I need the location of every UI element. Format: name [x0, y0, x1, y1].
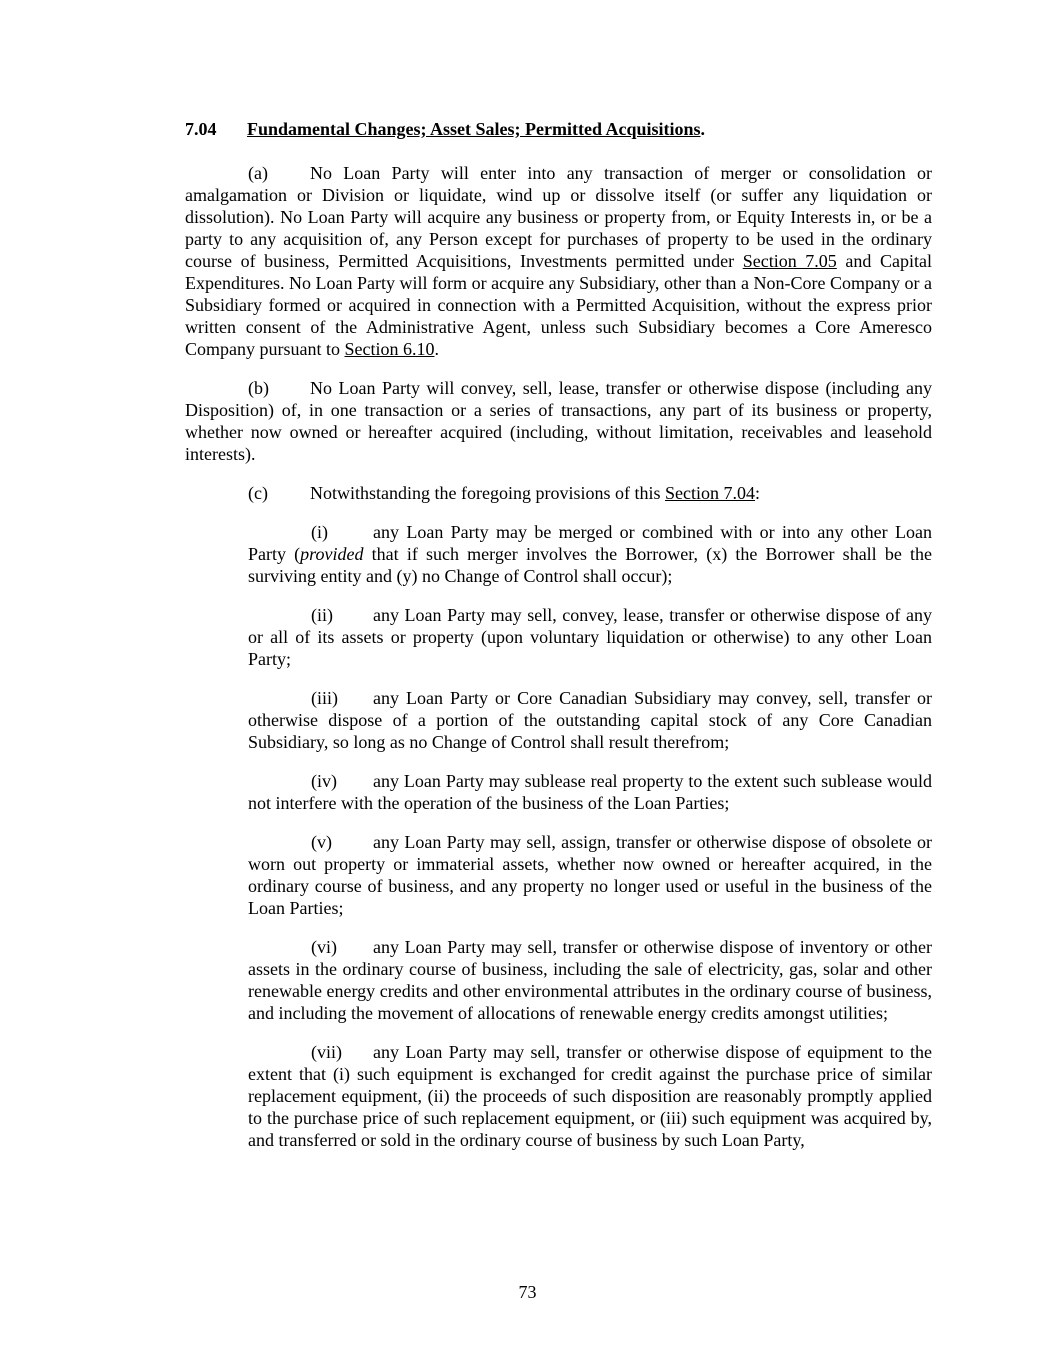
section-7-05-reference: Section 7.05	[742, 251, 837, 271]
clause-iii-text: any Loan Party or Core Canadian Subsidiary may convey, sell, transfer or otherwise dispose of a portion of the outstanding capital stock of any Core Canadian Subsidiary, so long as no Change of Control shall result therefrom;	[248, 688, 932, 752]
paragraph-a-text-2: and Capital Expenditures. No Loan Party will form or acquire any Subsidiary, other than a Non-Core Company or a Subsidiary formed or acquired in connection with a Permitted Acquisition, without the express prior written consent of the Administrative Agent, unless such Subsidiary becomes a Core Ameresco Company pursuant to	[185, 251, 932, 359]
paragraph-c-label: (c)	[248, 483, 268, 503]
paragraph-b-label: (b)	[248, 378, 269, 398]
page-number: 73	[518, 1282, 537, 1302]
clause-v	[248, 831, 932, 919]
clause-vi	[248, 936, 932, 1024]
paragraph-c	[185, 482, 932, 504]
document-body	[185, 118, 932, 1151]
paragraph-c-text-1: Notwithstanding the foregoing provisions of this	[310, 483, 665, 503]
clause-vii	[248, 1041, 932, 1151]
clause-vii-label: (vii)	[311, 1042, 342, 1062]
clause-i-text-1: any Loan Party may be merged or combined with or into any other Loan Party (	[248, 522, 932, 564]
section-6-10-reference: Section 6.10	[344, 339, 435, 359]
clause-vi-text: any Loan Party may sell, transfer or otherwise dispose of inventory or other assets in the ordinary course of business, including the sale of electricity, gas, solar and other renewable energy credits and other environmental attributes in the ordinary course of business, and including the movement of allocations of renewable energy credits amongst utilities;	[248, 937, 932, 1023]
section-heading-period: .	[700, 119, 706, 139]
section-title: Fundamental Changes; Asset Sales; Permitted Acquisitions	[247, 119, 701, 139]
section-7-04-reference: Section 7.04	[664, 483, 755, 503]
clause-v-label: (v)	[311, 832, 332, 852]
section-number: 7.04	[185, 119, 217, 139]
clause-i-text-2: that if such merger involves the Borrower, (x) the Borrower shall be the surviving entity and (y) no Change of Control shall occur);	[248, 544, 933, 586]
paragraph-a-text-3: .	[434, 339, 439, 359]
clause-iv-label: (iv)	[311, 771, 337, 791]
clause-ii	[248, 604, 932, 670]
clause-i	[248, 521, 932, 587]
paragraph-a-label: (a)	[248, 163, 268, 183]
clause-ii-label: (ii)	[311, 605, 333, 625]
clause-v-text: any Loan Party may sell, assign, transfer or otherwise dispose of obsolete or worn out property or immaterial assets, whether now owned or hereafter acquired, in the ordinary course of business, and any property no longer used or useful in the business of the Loan Parties;	[248, 832, 932, 918]
clause-vii-text: any Loan Party may sell, transfer or otherwise dispose of equipment to the extent that (i) such equipment is exchanged for credit against the purchase price of similar replacement equipment, (ii) the proceeds of such disposition are reasonably promptly applied to the purchase price of such replacement equipment, or (iii) such equipment was acquired by, and transferred or sold in the ordinary course of business by such Loan Party,	[248, 1042, 932, 1150]
paragraph-a-text-1: No Loan Party will enter into any transaction of merger or consolidation or amalgamation or Division or liquidate, wind up or dissolve itself (or suffer any liquidation or dissolution). No Loan Party will acquire any business or property from, or Equity Interests in, or be a party to any acquisition of, any Person except for purchases of property to be used in the ordinary course of business, Permitted Acquisitions, Investments permitted under	[185, 163, 932, 271]
clause-iii	[248, 687, 932, 753]
section-heading	[185, 118, 932, 140]
paragraph-c-text-2: :	[754, 483, 760, 503]
clause-iv	[248, 770, 932, 814]
clause-i-provided-italic: provided	[300, 544, 364, 564]
clause-iii-label: (iii)	[311, 688, 338, 708]
clause-vi-label: (vi)	[311, 937, 337, 957]
paragraph-a	[185, 162, 932, 360]
paragraph-b-text: No Loan Party will convey, sell, lease, transfer or otherwise dispose (including any Disposition) of, in one transaction or a series of transactions, any part of its business or property, whether now owned or hereafter acquired (including, without limitation, receivables and leasehold interests).	[185, 378, 932, 464]
paragraph-b	[185, 377, 932, 465]
clause-ii-text: any Loan Party may sell, convey, lease, transfer or otherwise dispose of any or all of its assets or property (upon voluntary liquidation or otherwise) to any other Loan Party;	[248, 605, 932, 669]
clause-iv-text: any Loan Party may sublease real property to the extent such sublease would not interfere with the operation of the business of the Loan Parties;	[248, 771, 932, 813]
clause-i-label: (i)	[311, 522, 328, 542]
